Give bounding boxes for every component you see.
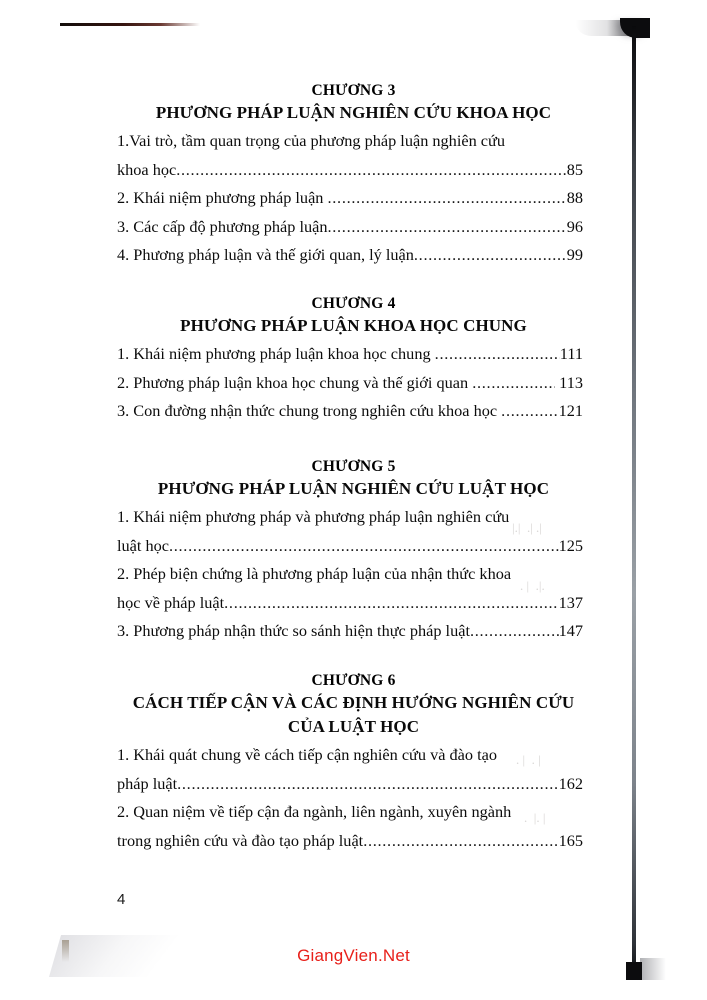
toc-entry-label: trong nghiên cứu và đào tạo pháp luật (117, 830, 364, 850)
chapter-number-5: CHƯƠNG 5 (311, 458, 396, 475)
toc-entry[interactable] (117, 397, 583, 426)
page-number: 4 (117, 891, 126, 908)
bleed-through-ghost: . | . | (516, 752, 541, 767)
leader-dots (224, 589, 558, 618)
chapter-title-6-line-1: CÁCH TIẾP CẬN VÀ CÁC ĐỊNH HƯỚNG NGHIÊN CỨU (132, 693, 575, 712)
toc-entry[interactable] (117, 827, 583, 856)
bleed-through-ghost: |.| .| .| (512, 520, 542, 535)
leader-dots (177, 770, 558, 799)
toc-entry-page: 162 (558, 773, 583, 793)
toc-entry-label: pháp luật (117, 773, 178, 793)
chapter-block-4 (0, 293, 707, 426)
toc-entry-page: 121 (558, 401, 583, 420)
toc-entry[interactable] (117, 184, 583, 213)
chapter-title-4: PHƯƠNG PHÁP LUẬN KHOA HỌC CHUNG (180, 316, 527, 335)
toc-entry[interactable] (117, 241, 583, 270)
toc-entry-page: 137 (558, 592, 583, 612)
chapter-number-3: CHƯƠNG 3 (311, 82, 396, 99)
toc-entry[interactable] (117, 532, 583, 561)
toc-entry[interactable] (117, 369, 583, 398)
toc-entry-page: 88 (566, 188, 583, 207)
leader-dots (328, 184, 567, 213)
leader-dots (435, 340, 560, 369)
chapter-number-6: CHƯƠNG 6 (311, 672, 396, 689)
toc-entry-label: 3. Các cấp độ phương pháp luận (117, 216, 328, 236)
bleed-through-ghost: . |. | (524, 810, 546, 825)
leader-dots (176, 156, 566, 185)
toc-entry-page: 85 (566, 159, 583, 179)
leader-dots (414, 241, 567, 270)
chapter-3-entries (0, 127, 707, 270)
toc-entry-line: 1. Khái quát chung về cách tiếp cận nghiên cứu và đào tạo (117, 745, 497, 764)
toc-entry[interactable] (117, 340, 583, 369)
toc-entry-page: 113 (555, 372, 583, 392)
chapter-6-entries (0, 741, 707, 855)
toc-entry-label: khoa học (117, 159, 177, 179)
toc-entry-label: luật học (117, 535, 169, 555)
leader-dots (363, 827, 558, 856)
toc-entry-label: 2. Phương pháp luận khoa học chung và thế giới quan (117, 372, 473, 392)
chapter-number-4: CHƯƠNG 4 (311, 295, 396, 312)
toc-entry[interactable] (117, 589, 583, 618)
toc-entry-label: 1. Khái niệm phương pháp luận khoa học chung (117, 344, 435, 363)
chapter-title-6-line-2: CỦA LUẬT HỌC (287, 717, 420, 736)
toc-entry[interactable] (117, 156, 583, 185)
leader-dots (501, 397, 558, 426)
toc-entry[interactable] (117, 617, 583, 646)
chapter-title-5: PHƯƠNG PHÁP LUẬN NGHIÊN CỨU LUẬT HỌC (157, 479, 550, 498)
watermark: GiangVien.Net (297, 946, 410, 965)
leader-dots (169, 532, 559, 561)
toc-entry-page: 99 (566, 245, 583, 264)
chapter-title-3: PHƯƠNG PHÁP LUẬN NGHIÊN CỨU KHOA HỌC (155, 103, 552, 122)
toc-entry-line: 2. Quan niệm về tiếp cận đa ngành, liên ngành, xuyên ngành (117, 802, 512, 821)
toc-entry-label: 3. Phương pháp nhận thức so sánh hiện thực pháp luật (117, 621, 470, 640)
toc-entry-label: 3. Con đường nhận thức chung trong nghiên cứu khoa học (117, 401, 502, 420)
toc-entry[interactable] (117, 213, 583, 242)
toc-entry-page: 165 (558, 830, 583, 850)
chapter-5-entries (0, 503, 707, 646)
leader-dots (470, 617, 559, 646)
toc-entry[interactable] (117, 770, 583, 799)
toc-entry-page: 111 (559, 344, 583, 363)
chapter-4-entries (0, 340, 707, 426)
toc-entry-line: 2. Phép biện chứng là phương pháp luận của nhận thức khoa (117, 564, 512, 583)
leader-dots (472, 369, 555, 398)
toc-entry-page: 147 (558, 621, 583, 640)
toc-entry-label: 2. Khái niệm phương pháp luận (117, 188, 328, 207)
chapter-block-5 (0, 456, 707, 646)
toc-entry-page: 96 (566, 216, 583, 236)
toc-entry-label: 4. Phương pháp luận và thế giới quan, lý luận (117, 245, 414, 264)
toc-entry-page: 125 (558, 535, 583, 555)
toc-entry-line: 1.Vai trò, tầm quan trọng của phương pháp luận nghiên cứu (117, 131, 505, 150)
chapter-block-3 (0, 80, 707, 270)
chapter-block-6 (0, 670, 707, 855)
bleed-through-ghost: . | .|. (520, 578, 545, 593)
leader-dots (328, 213, 567, 242)
toc-entry-label: học về pháp luật (117, 592, 225, 612)
toc-entry-line: 1. Khái niệm phương pháp và phương pháp luận nghiên cứu (117, 507, 510, 526)
